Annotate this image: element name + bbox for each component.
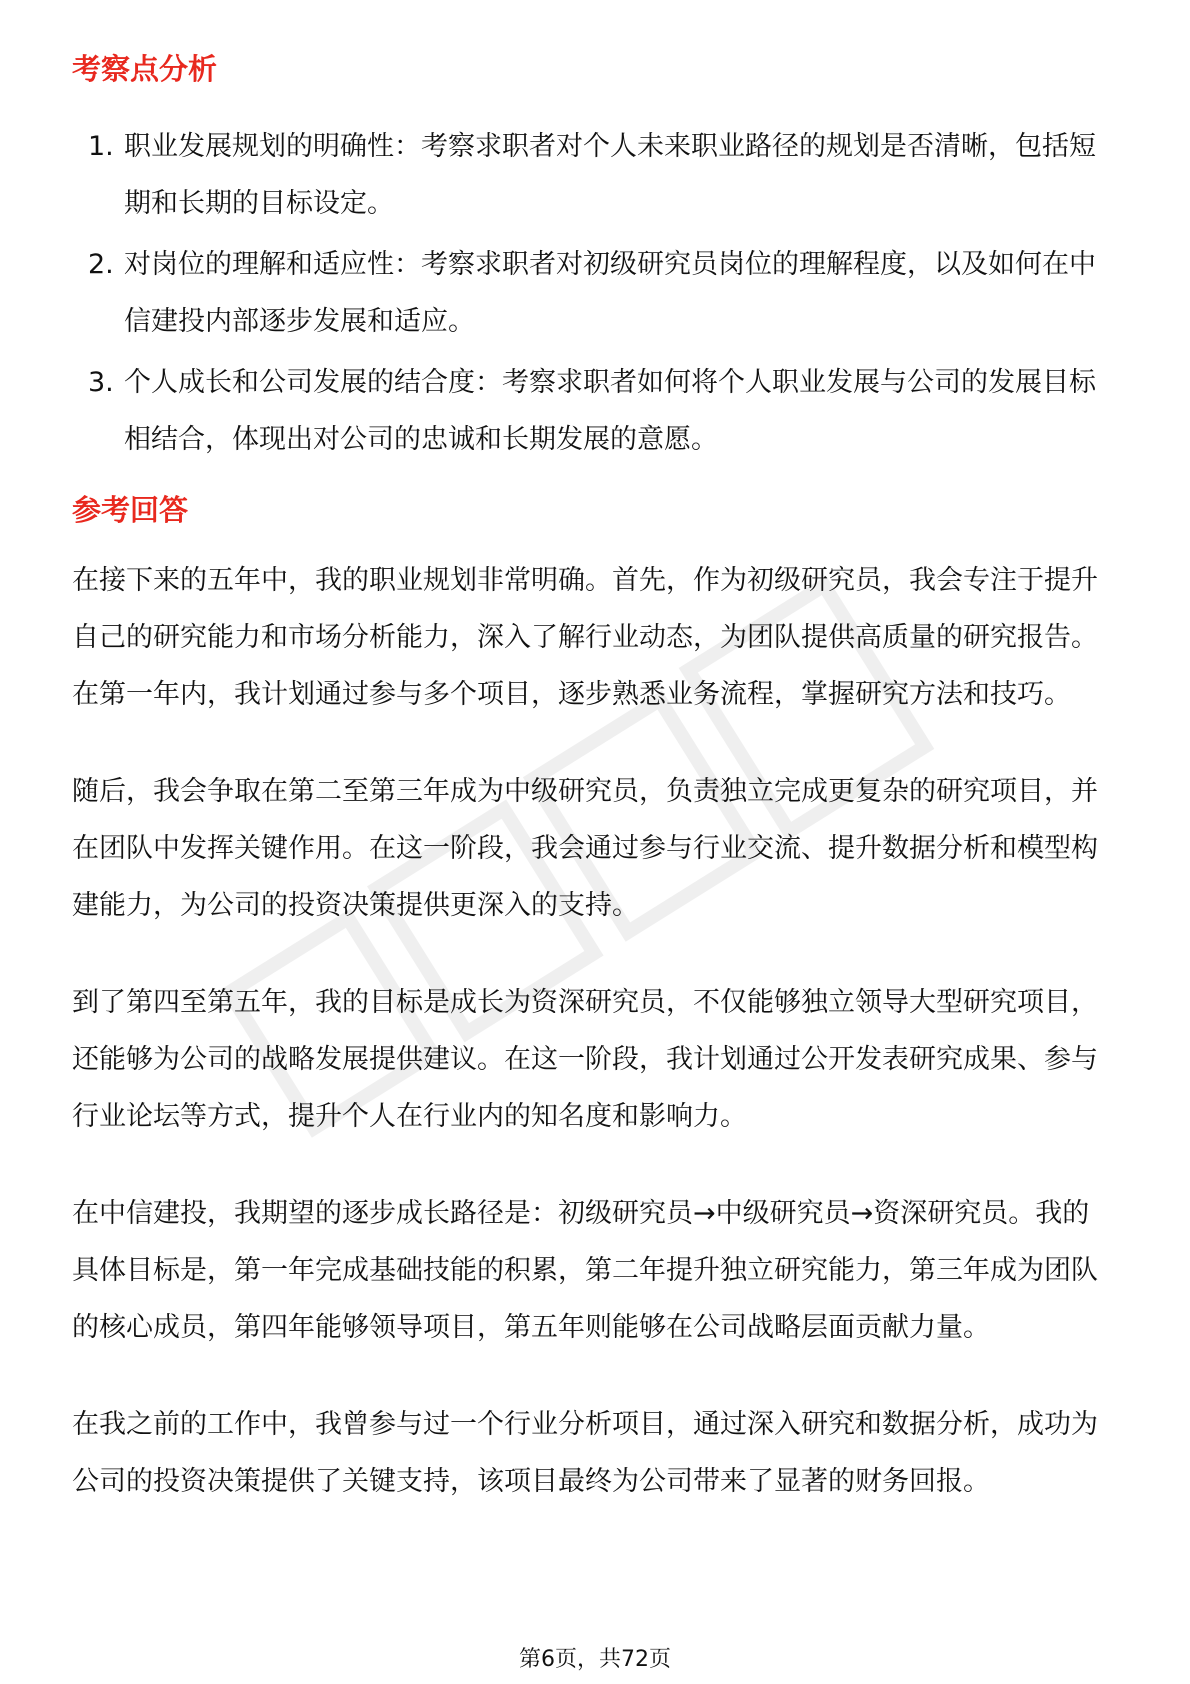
- analysis-point: [72, 354, 1112, 468]
- document-content: [72, 45, 1112, 1550]
- answer-paragraph: 到了第四至第五年，我的目标是成长为资深研究员，不仅能够独立领导大型研究项目，还能够为公司的战略发展提供建议。在这一阶段，我计划通过公开发表研究成果、参与行业论坛等方式，提升个人在行业内的知名度和影响力。: [72, 987, 1098, 1132]
- list-number: 1.: [88, 131, 114, 162]
- analysis-points-list: [72, 118, 1112, 468]
- answer-paragraph: 在我之前的工作中，我曾参与过一个行业分析项目，通过深入研究和数据分析，成功为公司的投资决策提供了关键支持，该项目最终为公司带来了显著的财务回报。: [72, 1409, 1098, 1497]
- list-number: 2.: [88, 249, 114, 280]
- analysis-point: [72, 118, 1112, 232]
- analysis-point-text: 个人成长和公司发展的结合度：考察求职者如何将个人职业发展与公司的发展目标相结合，体现出对公司的忠诚和长期发展的意愿。: [124, 367, 1096, 455]
- answer-paragraph: 在接下来的五年中，我的职业规划非常明确。首先，作为初级研究员，我会专注于提升自己的研究能力和市场分析能力，深入了解行业动态，为团队提供高质量的研究报告。在第一年内，我计划通过参与多个项目，逐步熟悉业务流程，掌握研究方法和技巧。: [72, 565, 1098, 710]
- list-number: 3.: [88, 367, 114, 398]
- analysis-section-title: 考察点分析: [72, 52, 218, 86]
- answer-section-title: 参考回答: [72, 493, 189, 527]
- analysis-point-text: 职业发展规划的明确性：考察求职者对个人未来职业路径的规划是否清晰，包括短期和长期的目标设定。: [124, 131, 1096, 219]
- page-number-footer: 第6页，共72页: [519, 1647, 671, 1672]
- answer-paragraph: 在中信建投，我期望的逐步成长路径是：初级研究员→中级研究员→资深研究员。我的具体目标是，第一年完成基础技能的积累，第二年提升独立研究能力，第三年成为团队的核心成员，第四年能够领导项目，第五年则能够在公司战略层面贡献力量。: [72, 1198, 1098, 1343]
- analysis-point: [72, 236, 1112, 350]
- analysis-point-text: 对岗位的理解和适应性：考察求职者对初级研究员岗位的理解程度，以及如何在中信建投内部逐步发展和适应。: [124, 249, 1096, 337]
- answer-paragraph: 随后，我会争取在第二至第三年成为中级研究员，负责独立完成更复杂的研究项目，并在团队中发挥关键作用。在这一阶段，我会通过参与行业交流、提升数据分析和模型构建能力，为公司的投资决策提供更深入的支持。: [72, 776, 1098, 921]
